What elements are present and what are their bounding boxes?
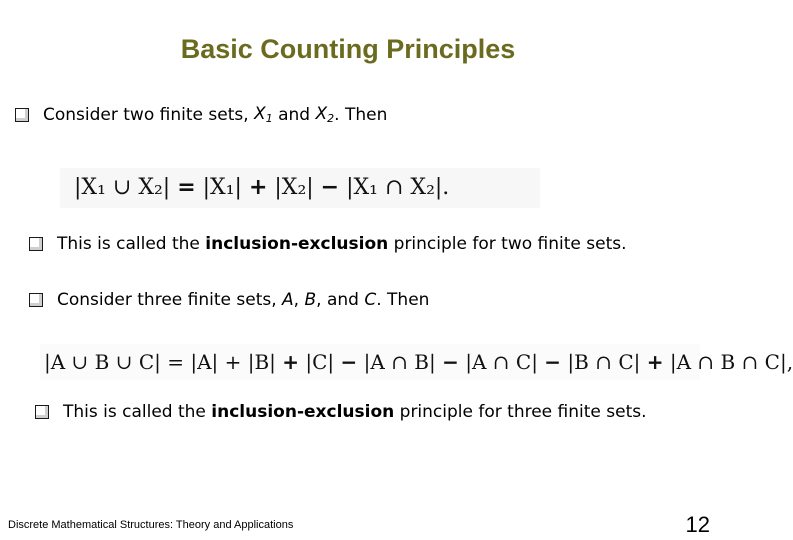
set-x1: $X_1$ [254, 104, 273, 125]
bullet-text: Consider two finite sets, [43, 104, 255, 125]
set-x2: $X_2$ [315, 104, 335, 125]
set-b: B [304, 290, 317, 310]
bullet-text: and [272, 104, 316, 125]
formula-three-sets: |A ∪ B ∪ C| = |A| + |B| + |C| − |A ∩ B| − |A ∩ C| − |B ∩ C| + |A ∩ B ∩ C|, [40, 344, 700, 380]
term-inclusion-exclusion: inclusion-exclusion [211, 402, 395, 422]
page-number: 12 [685, 512, 710, 537]
checkbox-bullet-icon [29, 237, 43, 251]
bullet-three-sets: Consider three finite sets, A , B , and C . Then [29, 290, 429, 310]
bullet-inclusion-exclusion-three: This is called the inclusion-exclusion principle for three finite sets. [35, 402, 647, 422]
checkbox-bullet-icon [35, 405, 49, 419]
term-inclusion-exclusion: inclusion-exclusion [205, 234, 389, 254]
bullet-text: . Then [334, 104, 388, 125]
bullet-two-sets [15, 104, 387, 125]
formula-two-sets: |X₁ ∪ X₂| = |X₁| + |X₂| − |X₁ ∩ X₂|. [60, 168, 540, 208]
set-a: A [282, 290, 294, 310]
checkbox-bullet-icon [29, 293, 43, 307]
bullet-inclusion-exclusion-two: This is called the inclusion-exclusion principle for two finite sets. [29, 234, 627, 254]
set-c: C [364, 290, 377, 310]
slide-title: Basic Counting Principles [180, 34, 516, 64]
footer-text: Discrete Mathematical Structures: Theory and Applications [8, 519, 294, 531]
checkbox-bullet-icon [15, 108, 29, 122]
